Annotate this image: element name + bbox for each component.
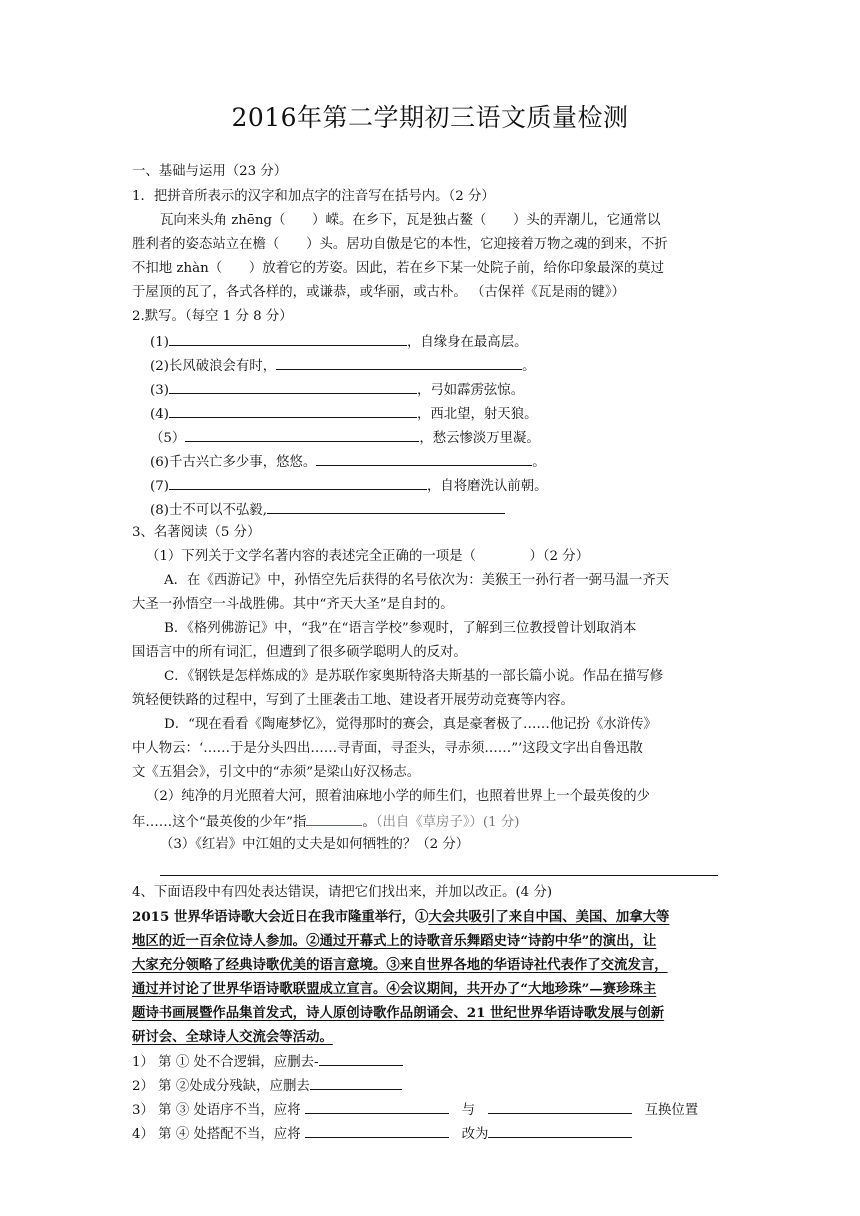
- section-heading: 一、基础与运用（23 分）: [132, 164, 288, 179]
- q1-paragraph-line: 不扣地 zhàn（ ）放着它的芳姿。因此，若在乡下某一处院子前，给你印象最深的莫过: [132, 261, 664, 276]
- q3-sub2: （2）纯净的月光照着大河，照着油麻地小学的师生们，也照着世界上一个最英俊的少: [146, 789, 650, 804]
- q2-item: (8)士不可以不弘毅,: [150, 499, 505, 521]
- answer-blank[interactable]: [305, 1123, 449, 1138]
- option-d-line: 中人物云：‘……于是分头四出……寻青面，寻歪头，寻赤须……”’这段文字出自鲁迅散: [132, 741, 643, 756]
- answer-blank[interactable]: [185, 427, 419, 442]
- answer-blank[interactable]: [319, 1051, 403, 1066]
- answer-blank[interactable]: [306, 811, 362, 826]
- q4-answer-4: 4） 第 ④ 处搭配不当，应将 改为: [132, 1123, 632, 1145]
- answer-blank[interactable]: [316, 451, 532, 466]
- q2-stem: 2.默写。（每空 1 分 8 分）: [132, 309, 293, 324]
- q2-item: (2)长风破浪会有时， 。: [150, 355, 535, 377]
- q4-passage-line: 研讨会、全球诗人交流会等活动。: [132, 1029, 333, 1045]
- answer-blank[interactable]: [276, 355, 522, 370]
- q3-stem: 3、名著阅读（5 分）: [132, 525, 261, 540]
- option-d-line: D．“现在看看《陶庵梦忆》，觉得那时的赛会，真是豪奢极了……他记扮《水浒传》: [164, 717, 657, 732]
- q2-item: (1) ，自缘身在最高层。: [150, 331, 527, 353]
- answer-blank[interactable]: [169, 403, 417, 418]
- q4-passage-line: 地区的近一百余位诗人参加。②通过开幕式上的诗歌音乐舞蹈史诗“诗韵中华”的演出，让: [132, 933, 657, 949]
- q4-answer-1: 1） 第 ① 处不合逻辑，应删去-: [132, 1051, 403, 1073]
- answer-blank[interactable]: [169, 475, 427, 490]
- option-c-line: 筑轻便铁路的过程中，写到了土匪袭击工地、建设者开展劳动竞赛等内容。: [132, 693, 574, 708]
- option-c-line: C．《钢铁是怎样炼成的》是苏联作家奥斯特洛夫斯基的一部长篇小说。作品在描写修: [164, 669, 663, 684]
- answer-blank[interactable]: [488, 1123, 632, 1138]
- answer-blank[interactable]: [169, 379, 417, 394]
- q1-paragraph-line: 于屋顶的瓦了，各式各样的，或谦恭，或华丽，或古朴。 （古保祥《瓦是雨的键》）: [132, 285, 626, 300]
- q1-paragraph-line: 瓦向来头角 zhēng（ ）嵘。在乡下，瓦是独占鳌（ ）头的弄潮儿，它通常以: [160, 213, 661, 228]
- option-a-line: A．在《西游记》中，孙悟空先后获得的名号依次为：美猴王一孙行者一弼马温一齐天: [164, 573, 670, 588]
- q3-sub3: （3）《红岩》中江姐的丈夫是如何牺牲的？（2 分）: [160, 837, 470, 852]
- q2-item: (6)千古兴亡多少事，悠悠。 。: [150, 451, 546, 473]
- q2-item: （5） ，愁云惨淡万里凝。: [150, 427, 540, 449]
- option-d-line: 文《五猖会》，引文中的“赤须”是梁山好汉杨志。: [132, 765, 421, 780]
- q3-sub2-answer-line: 年……这个“最英俊的少年”指 。（出自《草房子》）(1 分): [132, 811, 520, 833]
- q3-sub1: （1）下列关于文学名著内容的表述完全正确的一项是（ ）（2 分）: [146, 549, 590, 564]
- answer-blank[interactable]: [310, 1075, 402, 1090]
- q2-item: (7) ，自将磨洗认前朝。: [150, 475, 547, 497]
- q4-passage-line: 2015 世界华语诗歌大会近日在我市隆重举行，①大会共吸引了来自中国、美国、加拿大等: [132, 909, 670, 925]
- q1-stem: 1．把拼音所表示的汉字和加点字的注音写在括号内。（2 分）: [132, 189, 495, 204]
- option-b-line: 国语言中的所有词汇，但遭到了很多硕学聪明人的反对。: [132, 645, 467, 660]
- option-a-line: 大圣一孙悟空一斗战胜佛。其中“齐天大圣”是自封的。: [132, 597, 454, 612]
- answer-line[interactable]: [160, 875, 718, 876]
- option-b-line: B．《格列佛游记》中，“我”在“语言学校”参观时，了解到三位教授曾计划取消本: [164, 621, 637, 636]
- page-title: 2016年第二学期初三语文质量检测: [231, 103, 629, 132]
- q4-passage-line: 题诗书画展暨作品集首发式，诗人原创诗歌作品朗诵会、21 世纪世界华语诗歌发展与创新: [132, 1005, 665, 1021]
- q4-passage-line: 通过并讨论了世界华语诗歌联盟成立宣言。④会议期间，共开办了“大地珍珠”—赛珍珠主: [132, 981, 657, 997]
- q2-item: (3) ，弓如霹雳弦惊。: [150, 379, 524, 401]
- q2-item: (4) ，西北望，射天狼。: [150, 403, 537, 425]
- q4-passage-line: 大家充分领略了经典诗歌优美的语言意境。③来自世界各地的华语诗社代表作了交流发言，: [132, 957, 668, 973]
- answer-blank[interactable]: [169, 331, 407, 346]
- answer-blank[interactable]: [488, 1099, 632, 1114]
- answer-blank[interactable]: [305, 1099, 449, 1114]
- q4-answer-3: 3） 第 ③ 处语序不当，应将 与 互换位置: [132, 1099, 698, 1121]
- answer-blank[interactable]: [267, 499, 505, 514]
- q4-answer-2: 2） 第 ②处成分残缺，应删去: [132, 1075, 402, 1097]
- q1-paragraph-line: 胜利者的姿态站立在檐（ ）头。居功自傲是它的本性，它迎接着万物之魂的到来，不折: [132, 237, 668, 252]
- q4-stem: 4、下面语段中有四处表达错误，请把它们找出来，并加以改正。(4 分): [132, 885, 553, 900]
